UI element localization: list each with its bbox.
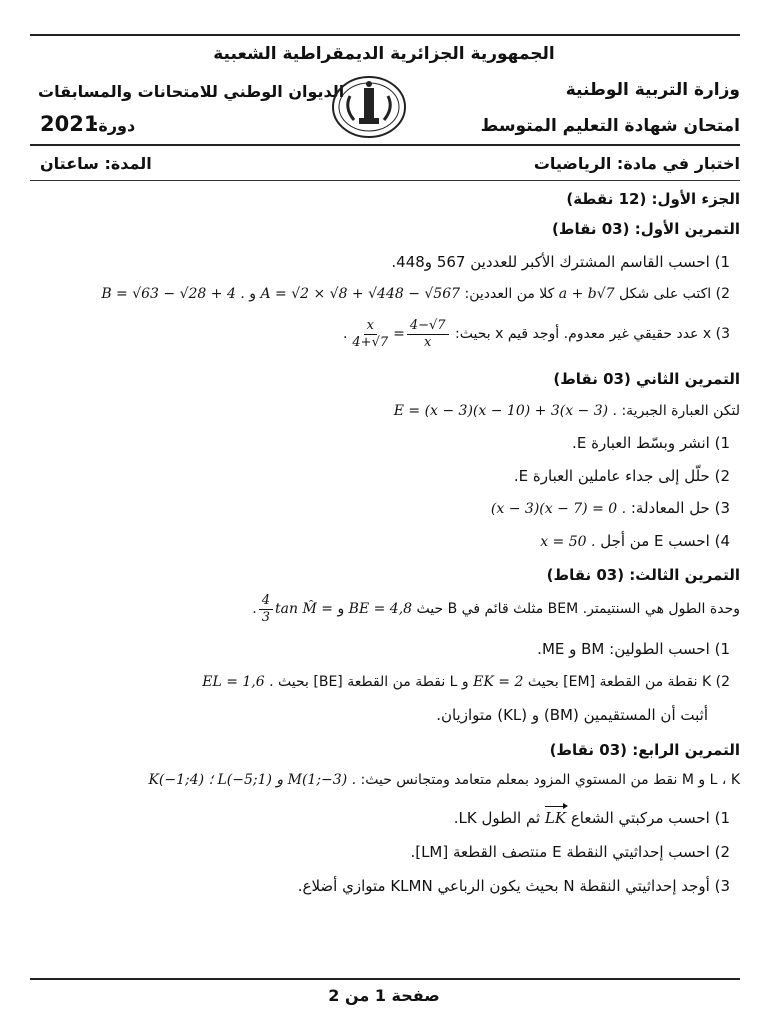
ex4-q3: 3) أوجد إحداثيتي النقطة N بحيث يكون الرباعي KLMN متوازي أضلاع.: [297, 877, 730, 895]
ex3-q2-text: 2) K نقطة من القطعة [EM] بحيث: [527, 674, 730, 690]
ex1-q1: 1) احسب القاسم المشترك الأكبر للعددين 567 و448.: [391, 253, 730, 271]
ex1-q2-B: B = √63 − √28 + 4 .: [101, 286, 245, 302]
ex4-intro: [148, 772, 740, 788]
header-rule: [30, 144, 740, 146]
ex3-q2-line2: أثبت أن المستقيمين (BM) و (KL) متوازيان.: [436, 706, 708, 724]
frac-den: 3: [261, 609, 271, 625]
ex1-q3-text: 3) x عدد حقيقي غير معدوم. أوجد قيم x بحيث:: [455, 326, 730, 343]
ex3-intro-be: BE = 4,8: [348, 601, 413, 618]
ministry-name: وزارة التربية الوطنية: [565, 80, 740, 100]
session-year: 2021: [40, 112, 99, 136]
ex2-q2: 2) حلّل إلى جداء عاملين العبارة E.: [513, 467, 730, 485]
ex2-intro: [394, 403, 740, 419]
ex2-q4-expr: x = 50 .: [540, 534, 596, 550]
ex3-q2-ek: EK = 2: [473, 674, 524, 690]
ex4-title: التمرين الرابع: (03 نقاط): [549, 741, 740, 759]
ex3-q2-el: EL = 1,6 .: [202, 674, 274, 690]
frac-den: 4+√7: [352, 334, 389, 350]
ex1-q2-A: A = √2 × √8 + √448 − √567: [260, 286, 461, 302]
ex3-tan-frac: [259, 593, 273, 625]
ex1-q2-mid: كلا من العددين:: [464, 286, 555, 302]
ex3-title: التمرين الثالث: (03 نقاط): [546, 566, 740, 584]
ex2-q3: [491, 499, 730, 517]
vector-lk: LK: [544, 809, 567, 827]
exam-name: امتحان شهادة التعليم المتوسط: [480, 116, 740, 136]
ex2-title: التمرين الثاني (03 نقاط): [553, 370, 740, 388]
ex3-intro-text: وحدة الطول هي السنتيمتر. BEM مثلث قائم في B حيث: [416, 601, 740, 618]
ex1-q2: [101, 286, 730, 302]
ex3-intro-tan: tan M̂ =: [275, 601, 333, 618]
subject-line: اختبار في مادة: الرياضيات: [533, 154, 740, 173]
page-number: صفحة 1 من 2: [328, 986, 440, 1005]
ex4-q1: [454, 809, 730, 827]
ex1-q2-and: و: [249, 286, 256, 302]
ex2-intro-expr: E = (x − 3)(x − 10) + 3(x − 3) .: [393, 403, 617, 419]
ex2-q4-text: 4) احسب E من أجل: [600, 532, 730, 550]
ex1-title: التمرين الأول: (03 نقاط): [552, 220, 740, 238]
ex3-q2: [202, 674, 730, 690]
ex4-q2: 2) احسب إحداثيتي النقطة E منتصف القطعة [LM].: [410, 843, 730, 861]
ex3-intro-and: و: [337, 601, 345, 618]
republic-title: الجمهورية الجزائرية الديمقراطية الشعبية: [213, 44, 555, 64]
ex4-intro-text: L ، K و M نقط من المستوي المزود بمعلم متعامد ومتجانس حيث:: [360, 772, 740, 788]
frac-num: 4−√7: [407, 318, 449, 335]
frac-num: 4: [259, 593, 273, 610]
part1-title: الجزء الأول: (12 نقطة): [566, 190, 740, 208]
emblem-logo: [330, 74, 408, 140]
ex2-intro-text: لتكن العبارة الجبرية:: [621, 403, 740, 419]
duration-line: المدة: ساعتان: [40, 154, 152, 173]
ex2-q3-text: 3) حل المعادلة:: [630, 499, 730, 517]
ex1-q2-text: 2) اكتب على شكل: [619, 286, 730, 302]
ex1-q3-rhs: [407, 318, 449, 350]
ex3-q2-mid: و L نقطة من القطعة [BE] بحيث: [278, 674, 469, 690]
ex1-q3: 3) x عدد حقيقي غير معدوم. أوجد قيم x بحيث: $\frac{4-√7}{x}$ = $\frac{x}{4+√7}$ .: [342, 318, 730, 350]
frac-den: x: [424, 334, 432, 350]
ex1-q2-form: a + b√7: [558, 286, 615, 302]
session-label: دورة:: [92, 116, 136, 135]
ex2-q4: [540, 532, 730, 550]
subject-rule: [30, 180, 740, 181]
ex4-q1-text: 1) احسب مركبتي الشعاع: [570, 809, 730, 827]
ex4-intro-coords: K(−1;4) ؛ L(−5;1) و M(1;−3) .: [148, 772, 357, 788]
footer-rule: [30, 978, 740, 980]
ex2-q3-expr: (x − 3)(x − 7) = 0 .: [490, 501, 627, 517]
frac-num: x: [364, 318, 377, 335]
ex3-intro: وحدة الطول هي السنتيمتر. BEM مثلث قائم في B حيث BE = 4,8 و tan M̂ = $\frac{4}{3}$ .: [252, 593, 740, 625]
ex4-q1-end: ثم الطول LK.: [453, 809, 541, 827]
ex3-q1: 1) احسب الطولين: BM و ME.: [537, 640, 730, 658]
ex1-q3-lhs: [349, 318, 391, 350]
top-rule: [30, 34, 740, 36]
office-name: الديوان الوطني للامتحانات والمسابقات: [38, 82, 345, 101]
ex2-q1: 1) انشر وبسّط العبارة E.: [572, 434, 730, 452]
